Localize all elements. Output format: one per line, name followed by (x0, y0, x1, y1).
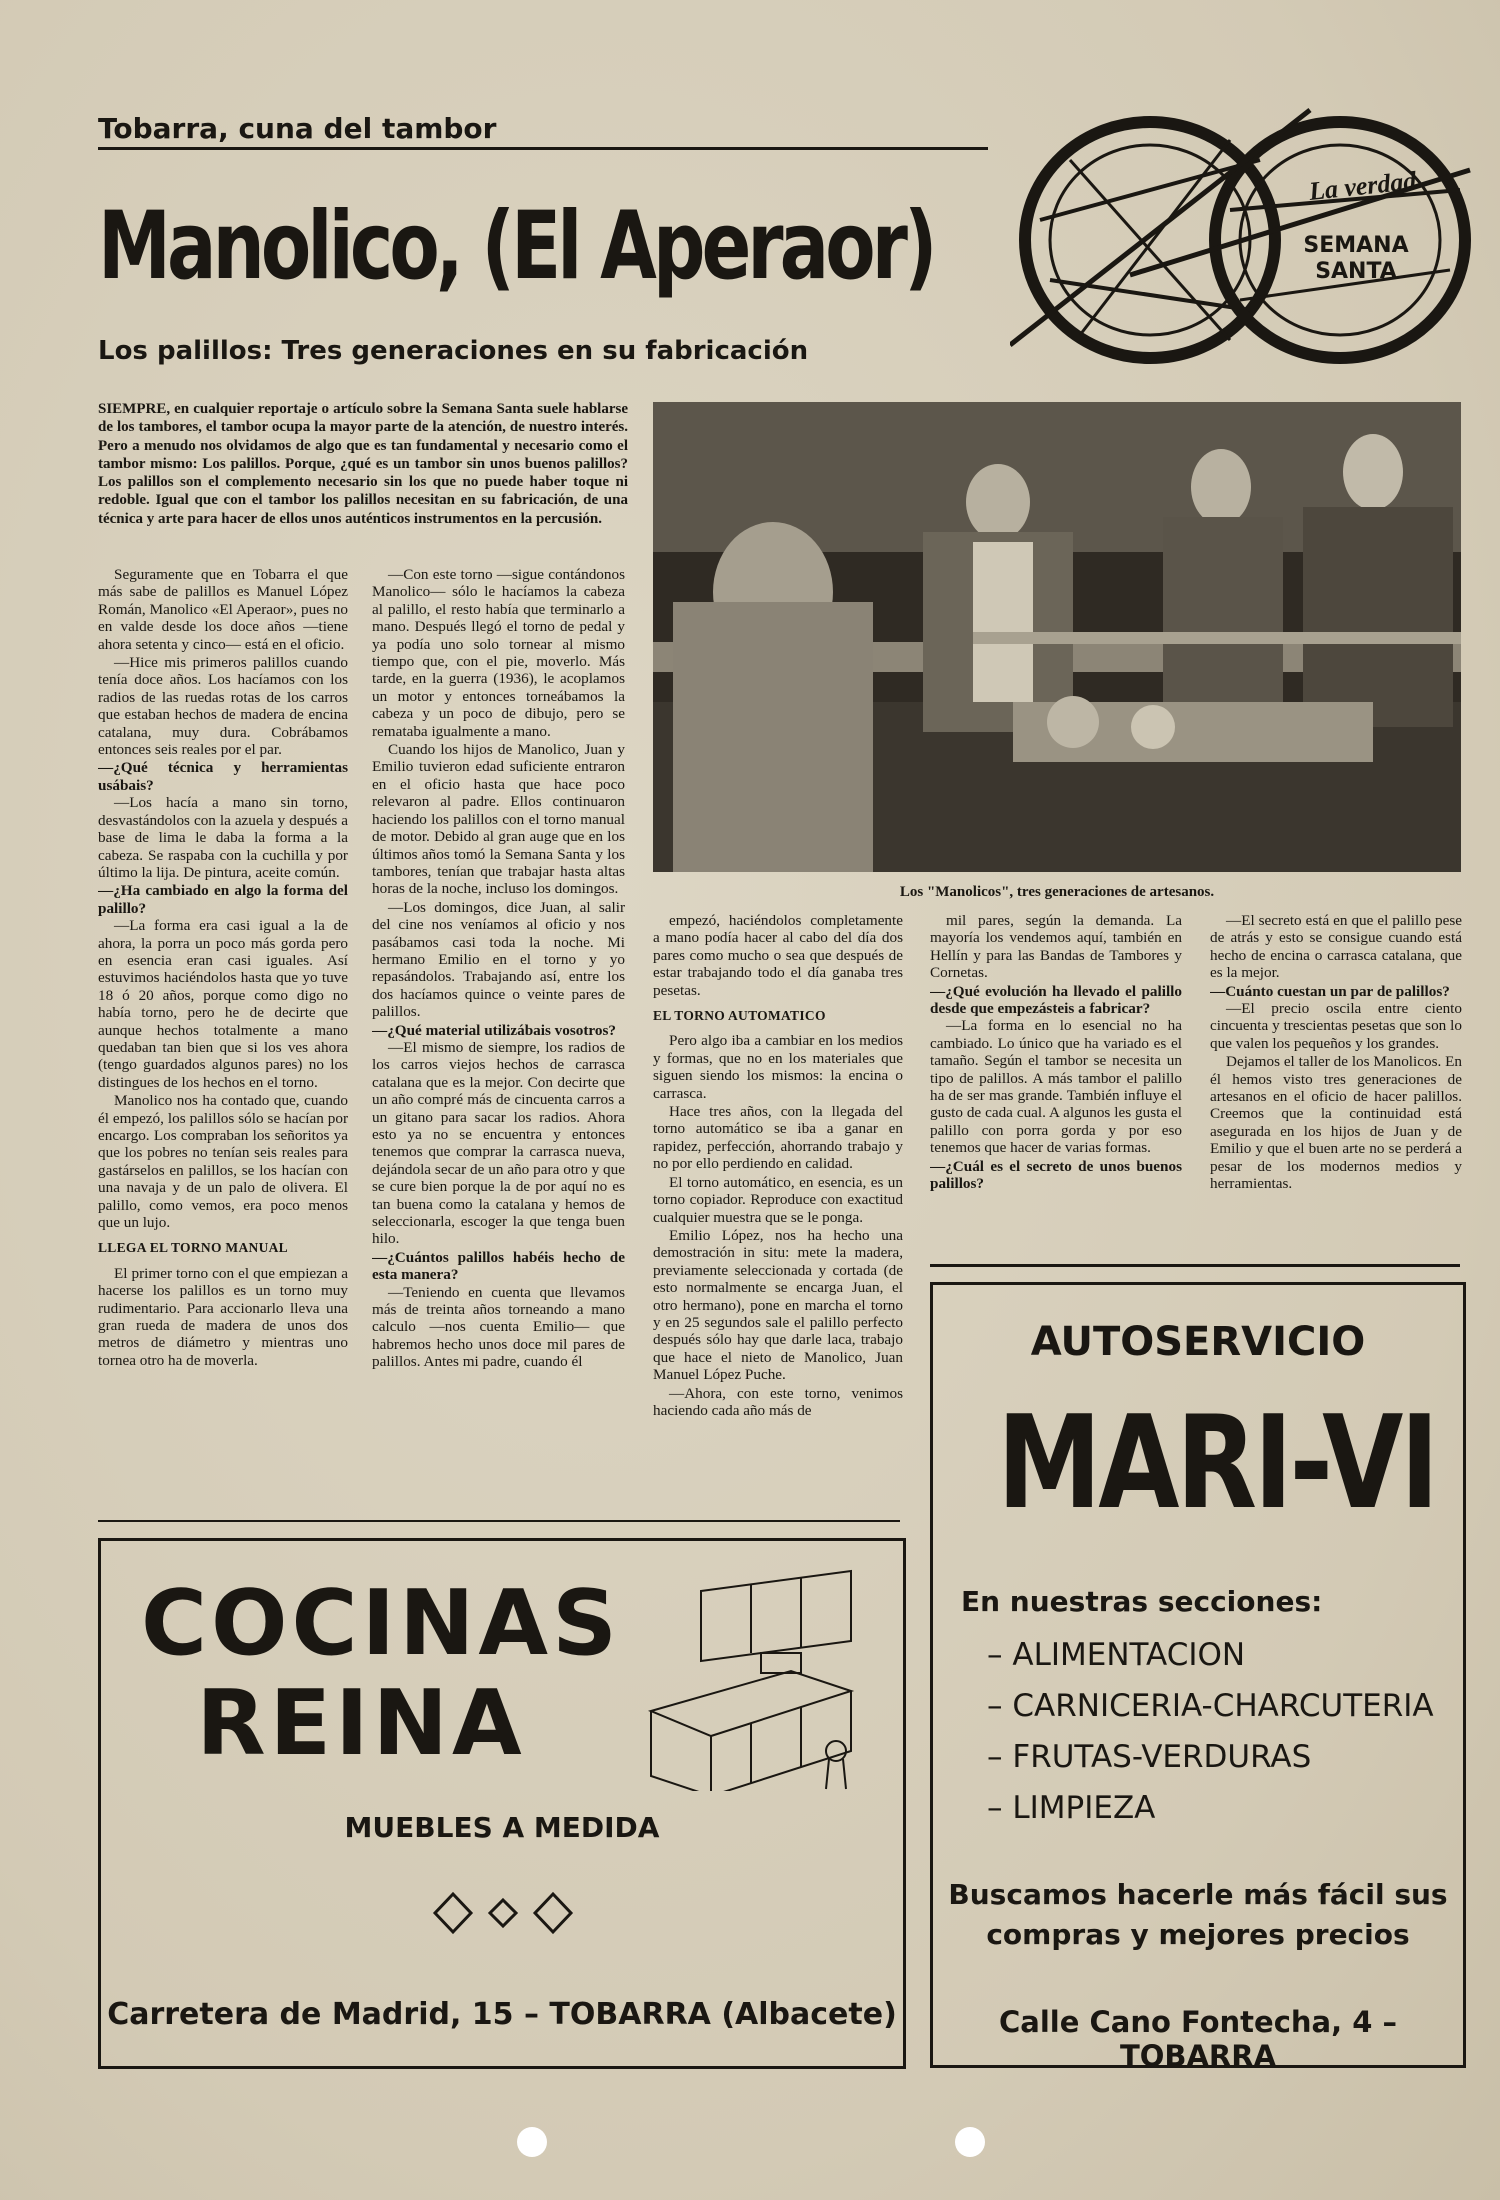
ad-marivi-slogan (933, 1875, 1463, 1955)
question: —¿Cuántos palillos habéis hecho de esta manera? (372, 1248, 625, 1284)
kitchen-illustration-icon (641, 1561, 871, 1791)
paragraph: Cuando los hijos de Manolico, Juan y Emilio tuvieron edad suficiente entraron en el oficio hasta que hace poco relevaron al padre. Ellos continuaron haciendo los palillos con el torno manual de motor. Debido al gran auge que en los últimos años tomó la Semana Santa y los tambores, tenían que trabajar hasta altas horas de la noche, incluso los domingos. (372, 741, 625, 898)
article-column-2 (372, 566, 625, 1506)
paragraph: —Ahora, con este torno, venimos haciendo cada año más de (653, 1384, 903, 1419)
ad-cocinas-tagline: MUEBLES A MEDIDA (344, 1811, 660, 1844)
binder-hole (517, 2127, 547, 2157)
article-column-4 (930, 912, 1182, 1257)
ad-cocinas-line1: COCINAS (141, 1571, 621, 1676)
logo-line2: SANTA (1315, 259, 1397, 284)
paragraph: Emilio López, nos ha hecho una demostración in situ: mete la madera, previamente seleccionada y cortada (de esto normalmente se encarga Juan, el otro hermano), pone en marcha el torno y en 25 segundos sale el palillo perfecto después sólo hay que darle laca, trabajo que hace el nieto de Manolico, Juan Manuel López Puche. (653, 1226, 903, 1384)
ad-marivi-line1: AUTOSERVICIO (1030, 1319, 1366, 1365)
question: —¿Cuál es el secreto de unos buenos palillos? (930, 1157, 1182, 1193)
paragraph: mil pares, según la demanda. La mayoría los vendemos aquí, también en Hellín y para las Bandas de Tambores y Cornetas. (930, 912, 1182, 982)
subsection-heading: LLEGA EL TORNO MANUAL (98, 1240, 288, 1256)
list-item: – LIMPIEZA (987, 1790, 1156, 1826)
photo-caption: Los "Manolicos", tres generaciones de artesanos. (899, 884, 1215, 900)
column-separator (98, 1520, 900, 1522)
article-headline: Manolico, (El Aperaor) (98, 192, 934, 301)
section-heading: Tobarra, cuna del tambor (98, 112, 497, 145)
ad-autoservicio-marivi (930, 1282, 1466, 2073)
ad-marivi-address: Calle Cano Fontecha, 4 – TOBARRA (998, 2005, 1398, 2073)
paragraph: empezó, haciéndolos completamente a mano podía hacer al cabo del día dos pares como mucho o sea que después de estar trabajando todo el día ganaba tres pesetas. (653, 912, 903, 999)
question: —¿Qué técnica y herramientas usábais? (98, 759, 348, 794)
paragraph: —El secreto está en que el palillo pese de atrás y esto se consigue cuando está hecho de encina o carrasca catalana, que es la mejor. (1210, 912, 1462, 982)
paragraph: Seguramente que en Tobarra el que más sabe de palillos es Manuel López Román, Manolico «El Aperaor», pues no en valde desde los doce años —tiene ahora setenta y cinco— está en el oficio. (98, 566, 348, 653)
paragraph: —Con este torno —sigue contándonos Manolico— sólo le hacíamos la cabeza al palillo, el resto había que terminarlo a mano. Después llegó el torno de pedal y ya podía uno solo tornear al mismo tiempo que, con el pie, moverlo. Más tarde, en la guerra (1936), le acoplamos un motor y entonces torneábamos la cabeza y un poco de dibujo, pero se remataba igualmente a mano. (372, 566, 625, 740)
paragraph: El primer torno con el que empiezan a hacerse los palillos es un torno muy rudimentario. Para accionarlo lleva una gran rueda de madera de unos dos metros de diámetro y mientras uno tornea otro ha de moverla. (98, 1264, 348, 1369)
paragraph: Dejamos el taller de los Manolicos. En él hemos visto tres generaciones de artesanos en el oficio de hacer palillos. Creemos que la continuidad está asegurada en los hijos de Juan y de Emilio y que el buen arte no se perderá a pesar de los modernos medios y herramientas. (1210, 1053, 1462, 1193)
semana-santa-drum-logo (1010, 100, 1480, 380)
paragraph: —Teniendo en cuenta que llevamos más de treinta años torneando a mano calculo —nos cuenta Emilio— que habremos hecho unos doce mil pares de palillos. Antes mi padre, cuando él (372, 1283, 625, 1371)
list-item: – ALIMENTACION (987, 1637, 1246, 1673)
question: —Cuánto cuestan un par de palillos? (1210, 982, 1450, 1000)
paragraph: Manolico nos ha contado que, cuando él empezó, los palillos sólo se hacían por encargo. Los compraban los señoritos ya que los pobres no tenían seis reales para gastárselos en palillos, se los hacían con una navaja y de un palo de olivera. El palillo, como vemos, era poco menos que un lujo. (98, 1092, 348, 1232)
paragraph: —La forma en lo esencial no ha cambiado. Lo único que ha variado es el tamaño. Según el tambor se necesita un tipo de palillos. A más tambor el palillo ha de ser mas grande. También influye el gusto de cada cual. A algunos les gusta el palillo con porra gorda y por eso tenemos que hacer de varias formas. (930, 1017, 1182, 1157)
ad-marivi-sections (987, 1630, 1434, 1834)
question: —¿Qué material utilizábais vosotros? (372, 1021, 616, 1039)
paragraph: —La forma era casi igual a la de ahora, la porra un poco más gorda pero en esencia eran casi iguales. Así estuvimos haciéndolos hasta que yo tuve 18 ó 20 años, porque como digo no había torno, pero he de decirte que aunque hechos totalmente a mano quedaban tan bien que si los ves ahora (tengo guardados algunos pares) no los distingues de los hechos en el torno. (98, 917, 348, 1091)
paragraph: El torno automático, en esencia, es un torno copiador. Reproduce con exactitud cualquier muestra que se le ponga. (653, 1173, 903, 1226)
paragraph: —Los domingos, dice Juan, al salir del cine nos veníamos al oficio y nos pasábamos casi toda la noche. Mi hermano Emilio en el torno y yo repasándolos. Trabajando así, entre los dos hacíamos quince o veinte pares de palillos. (372, 898, 625, 1021)
section-rule (98, 147, 988, 150)
ad-marivi-slogan-line2: compras y mejores precios (986, 1918, 1410, 1951)
paragraph: Pero algo iba a cambiar en los medios y formas, que no en los materiales que siguen siendo los mismos: la encina o carrasca. (653, 1032, 903, 1102)
ad-cocinas-line2: REINA (196, 1671, 526, 1776)
ad-cocinas-address: Carretera de Madrid, 15 – TOBARRA (Albacete) (107, 1997, 897, 2032)
question: —¿Ha cambiado en algo la forma del palillo? (98, 882, 348, 917)
ad-marivi-line2: MARI-VI (997, 1389, 1436, 1538)
paragraph: Hace tres años, con la llegada del torno automático se iba a ganar en rapidez, perfección, ahorrando trabajo y no por ello perdiendo en calidad. (653, 1103, 903, 1173)
ad-cocinas-reina (98, 1538, 906, 2069)
diamond-ornament-icon (431, 1889, 576, 1939)
article-column-1 (98, 566, 348, 1506)
logo-brand: La verdad (1307, 165, 1418, 206)
article-photo-artisans (653, 402, 1461, 872)
article-lead: SIEMPRE, en cualquier reportaje o artículo sobre la Semana Santa suele hablarse de los tambores, el tambor ocupa la mayor parte de la atención, de nuestro interés. Pero a menudo nos olvidamos de algo que es tan fundamental y necesario como el tambor mismo: Los palillos. Porque, ¿qué es un tambor sin unos buenos palillos? Los palillos son el complemento necesario sin los que no puede haber toque ni redoble. Igual que con el tambor los palillos necesitan en su fabricación, de una técnica y arte para hacer de ellos unos auténticos instrumentos en la percusión. (98, 401, 628, 527)
ad-marivi-intro: En nuestras secciones: (961, 1585, 1323, 1618)
paragraph: —El precio oscila entre ciento cincuenta y trescientas pesetas que son lo que valen los pequeños y los grandes. (1210, 1000, 1462, 1052)
article-column-5 (1210, 912, 1462, 1257)
paragraph: —Los hacía a mano sin torno, desvastándolos con la azuela y después a base de lima le daba la forma a la cabeza. Se raspaba con la cuchilla y por último la lija. De pintura, aceite común. (98, 794, 348, 881)
article-subheadline: Los palillos: Tres generaciones en su fabricación (98, 336, 809, 366)
paragraph: —El mismo de siempre, los radios de los carros viejos hechos de carrasca catalana que es la mejor. Con decirte que un año compré más de cincuenta carros a un gitano para sacar los radios. Ahora esto ya no se encuentra y entonces tenemos que comprar la carrasca nueva, dejándola secar de un año para otro y que se cure bien porque la de por aquí no es tan buena como la catalana y hemos de seleccionarla, escoger la que tenga buen hilo. (372, 1038, 625, 1248)
list-item: – CARNICERIA-CHARCUTERIA (987, 1688, 1434, 1724)
article-column-3 (653, 912, 903, 1512)
question: —¿Qué evolución ha llevado el palillo desde que empezásteis a fabricar? (930, 982, 1182, 1018)
subsection-heading: EL TORNO AUTOMATICO (653, 1008, 826, 1024)
logo-line1: SEMANA (1303, 233, 1409, 258)
list-item: – FRUTAS-VERDURAS (987, 1739, 1312, 1775)
paragraph: —Hice mis primeros palillos cuando tenía doce años. Los hacíamos con los radios de las ruedas rotas de los carros que estaban hechos de madera de encina catalana, muy dura. Cobrábamos entonces seis reales por el par. (98, 654, 348, 759)
binder-hole (955, 2127, 985, 2157)
column-separator (930, 1264, 1460, 1267)
ad-marivi-slogan-line1: Buscamos hacerle más fácil sus (948, 1878, 1448, 1911)
